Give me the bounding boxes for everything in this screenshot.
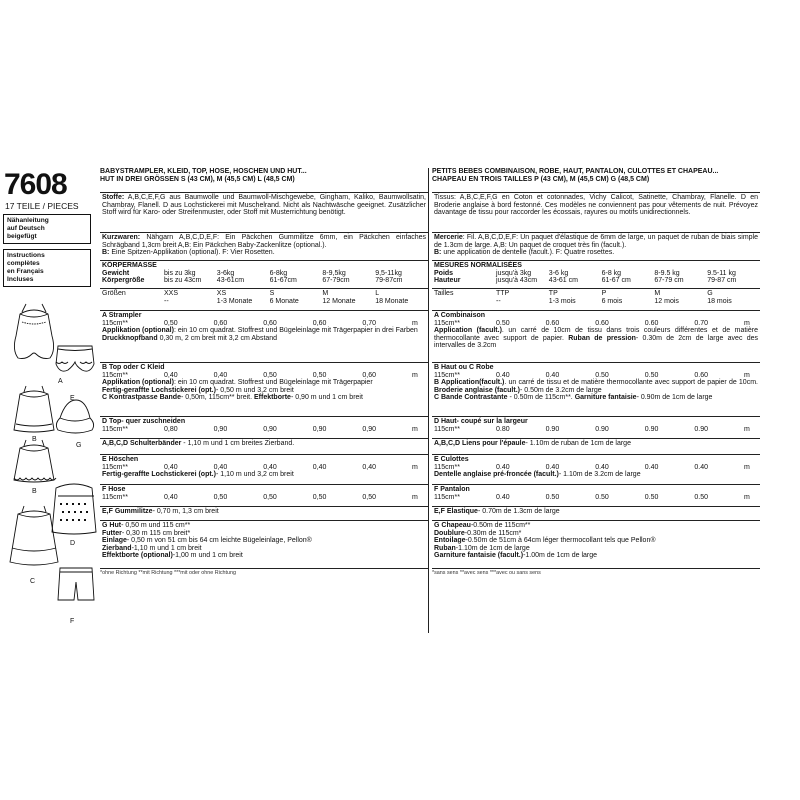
label: E,F Elastique <box>434 508 478 515</box>
text: : ein 10 cm quadrat. Stoffrest und Bügeleinlage mit Trägerpapier <box>173 379 373 387</box>
text: - 0,70 m, 1,3 cm breit <box>152 508 219 515</box>
cell: 0.60 <box>694 371 709 379</box>
cell: L <box>375 290 380 297</box>
cell: 0,40 <box>213 463 228 471</box>
cell: 0.40 <box>595 463 609 471</box>
view-e-section <box>100 454 428 484</box>
text: - 0.70m de 1.3cm de large <box>477 508 560 515</box>
view-title: A Strampler <box>102 312 142 319</box>
label: B Application(facult.) <box>434 379 505 387</box>
cell: 67-79 cm <box>654 277 684 285</box>
label: Application (facult.) <box>434 327 502 335</box>
cell: jusqu'à 3kg <box>496 269 532 277</box>
text: - 1,10 m und 1 cm breites Zierband. <box>181 440 295 447</box>
cell: 12 Monate <box>322 297 356 305</box>
cell: 0,60 <box>362 371 377 379</box>
text: Tissus: A,B,C,E,F,G en Coton et cotonnades, Vichy Calicot, Satinette, Chambray, Flanelle. D en Broderie anglaise à bord festonné. Ces modèles ne conviennent pas pour vêtements de nuit. Prévoyez davantage de tissu pour raccorder les écossais, rayures ou motifs unidirectionnels. <box>434 194 758 217</box>
label: Ruban de pression <box>568 334 636 342</box>
cell: 1-3 mois <box>548 297 576 305</box>
cell: 0,60 <box>312 319 327 327</box>
text: -1.00m de 1cm de large <box>523 552 598 560</box>
unit: m <box>743 371 750 379</box>
kurzwaren-section <box>100 232 428 260</box>
eyelet-top-view-d <box>52 484 96 534</box>
top-view-b-alt <box>14 440 56 482</box>
unit: m <box>411 425 418 433</box>
cell: 0.40 <box>545 371 560 379</box>
section-heading: KÖRPERMASSE <box>102 262 157 269</box>
unit: m <box>411 493 418 501</box>
fabric-width: 115cm** <box>102 425 128 433</box>
label: Applikation (optional) <box>102 327 174 335</box>
german-title <box>100 168 428 192</box>
romper-view-a <box>14 304 53 359</box>
cell: 0.90 <box>545 425 560 433</box>
text: : Fil. A,B,C,D,E,F: Un paquet d'élastique de 6mm de large, un paquet de ruban de biais simple de 1.3cm de large. A,B: Un paquet de croquet très fin (facult.). <box>434 234 758 249</box>
cell: 0.40 <box>496 371 510 379</box>
label: C Bande Contrastante <box>434 394 508 402</box>
cell: 6-8kg <box>269 269 288 277</box>
fabric-width: 115cm** <box>434 493 460 501</box>
cell: 8-9.5 kg <box>654 269 680 277</box>
view-g-section-fr <box>432 520 760 568</box>
cell: 79-87cm <box>375 277 403 285</box>
text: Nähgarn A,B,C,D,E,F: Ein Päckchen Gummilitze 6mm, ein Päckchen einfaches Schrägband 1,3cm breit A,B: Ein Päckchen Baby-Zackenlitze (optional.). <box>102 234 426 249</box>
view-label: D <box>70 540 76 547</box>
badge-line: Instructions <box>7 252 45 259</box>
view-a-section <box>100 310 428 362</box>
pattern-number: 7608 <box>4 168 67 201</box>
text: - 0,50 m von 51 cm bis 64 cm leichte Bügeleinlage, Pellon® <box>126 537 312 545</box>
view-f-section <box>100 484 428 506</box>
text: une application de dentelle (facult.). F: Quatre rosettes. <box>441 249 615 257</box>
cell: G <box>707 290 713 297</box>
cell: 0.80 <box>496 425 510 433</box>
view-label: G <box>76 442 82 449</box>
cell: 0.60 <box>595 319 609 327</box>
cell: 0.40 <box>496 463 510 471</box>
cell: 0,50 <box>213 493 228 501</box>
label: Futter <box>102 529 122 537</box>
cell: 0,90 <box>312 425 327 433</box>
label: Garniture fantaisie (facult.) <box>434 552 524 560</box>
label: Kurzwaren: <box>102 234 141 241</box>
cell: 0,70 <box>362 319 377 327</box>
cell: 0,40 <box>362 463 377 471</box>
label: A,B,C,D Schulterbänder <box>102 440 182 447</box>
german-instructions-badge <box>3 214 91 244</box>
fabric-width: 115cm** <box>102 371 128 379</box>
title-line: HUT IN DREI GRÖSSEN S (43 CM), M (45,5 CM) L (48,5 CM) <box>100 175 295 183</box>
unit: m <box>743 425 750 433</box>
cell: TTP <box>496 290 510 297</box>
sizes-row <box>100 288 428 310</box>
fabric-width: 115cm** <box>102 319 128 327</box>
cell: 61-67cm <box>269 277 297 285</box>
label: B: <box>102 249 110 257</box>
view-label: B <box>32 488 37 495</box>
fabric-width: 115cm** <box>102 463 128 471</box>
cell: XXS <box>164 290 179 297</box>
label: Garniture fantaisie <box>574 394 637 402</box>
cell: bis zu 3kg <box>164 269 196 277</box>
text: - 0.50m de 115cm**. <box>507 394 575 402</box>
text: . un carré de tissu et de matière thermocollante avec support de papier de 10cm. <box>504 379 758 387</box>
view-title: D Haut- coupé sur la largeur <box>434 418 528 425</box>
fabric-width: 115cm** <box>434 425 460 433</box>
cell: 0,40 <box>164 463 178 471</box>
cell: 0.50 <box>694 493 709 501</box>
label: Effektborte <box>253 394 291 402</box>
title-line: PETITS BEBES COMBINAISON, ROBE, HAUT, PANTALON, CULOTTES ET CHAPEAU... <box>432 168 719 175</box>
cell: 0,90 <box>263 425 277 433</box>
cell: 6-8 kg <box>601 269 622 277</box>
section-heading: MESURES NORMALISÉES <box>434 262 522 269</box>
cell: M <box>322 290 329 297</box>
cell: 0,80 <box>164 425 178 433</box>
label: Entoilage <box>434 537 466 545</box>
label: Doublure <box>434 529 465 537</box>
fabric-width: 115cm** <box>434 371 460 379</box>
cell: 3-6kg <box>216 269 235 277</box>
cell: bis zu 43cm <box>164 277 202 285</box>
view-d-section <box>100 416 428 438</box>
fabric-width: 115cm** <box>434 319 460 327</box>
label: E,F Gummilitze <box>102 508 153 515</box>
cell: 0.90 <box>595 425 609 433</box>
label: Effektborte (optional) <box>102 552 173 560</box>
cell: 0,50 <box>362 493 377 501</box>
label: Fertig-geraffte Lochstickerei (opt.) <box>102 471 216 479</box>
view-label: B <box>32 436 37 443</box>
badge-line: beigefügt <box>7 233 37 240</box>
text: 0,30 m, 2 cm breit mit 3,2 cm Abstand <box>157 334 278 342</box>
text: -1,00 m und 1 cm breit <box>172 552 243 560</box>
cell: 0.40 <box>496 493 510 501</box>
text: - 0,50 m und 115 cm** <box>121 522 191 529</box>
german-column <box>100 168 428 578</box>
french-instructions-badge <box>3 249 91 287</box>
text: -0.30m de 115cm* <box>464 529 522 537</box>
cell: 79-87 cm <box>707 277 737 285</box>
label: Ruban <box>434 544 456 552</box>
cell: 0,50 <box>263 371 277 379</box>
text: - 0,90 m und 1 cm breit <box>290 394 363 402</box>
stoffe-section <box>100 192 428 232</box>
body-measurements <box>100 260 428 288</box>
cell: -- <box>164 297 169 305</box>
cell: 0,60 <box>213 319 228 327</box>
badge-line: en Français <box>7 268 44 275</box>
badge-line: complètes <box>7 260 40 267</box>
pieces-count: 17 TEILE / PIECES <box>5 201 79 211</box>
label: B: <box>434 249 442 257</box>
view-title: A Combinaison <box>434 312 486 319</box>
cell: 6 mois <box>601 297 623 305</box>
cell: 0,40 <box>213 371 228 379</box>
cell: 0.50 <box>644 493 659 501</box>
cell: 0,90 <box>362 425 377 433</box>
text: Eine Spitzen-Applikation (optional). F: Vier Rosetten. <box>111 249 275 257</box>
text: -1,10 m und 1 cm breit <box>131 544 202 552</box>
cell: 0.40 <box>644 463 659 471</box>
view-a-section-fr <box>432 310 760 362</box>
text: - 1,10 m und 3,2 cm breit <box>215 471 294 479</box>
fabric-width: 115cm** <box>434 463 460 471</box>
view-title: B Top oder C Kleid <box>102 364 165 371</box>
label: C Kontrastpasse Bande <box>102 394 181 402</box>
cell: 0.90 <box>644 425 659 433</box>
cell: 0,50 <box>164 319 178 327</box>
view-b-section <box>100 362 428 416</box>
badge-line: Incluses <box>7 276 34 283</box>
text: - 0.90m de 1cm de large <box>636 394 713 402</box>
badge-line: auf Deutsch <box>7 225 45 232</box>
cell: jusqu'à 43cm <box>496 277 538 285</box>
shoulder-ties-section-fr <box>432 438 760 454</box>
cell: 0,40 <box>263 463 277 471</box>
unit: m <box>743 493 750 501</box>
text: - 1.10m de 3.2cm de large <box>558 471 641 479</box>
sizes-row-fr <box>432 288 760 310</box>
view-f-section-fr <box>432 484 760 506</box>
text: - 0.30m de 2cm de large avec des intervalles de 3.2cm <box>434 334 759 350</box>
cell: P <box>601 290 607 297</box>
view-e-section-fr <box>432 454 760 484</box>
cell: 61-67 cm <box>601 277 631 285</box>
cell: 12 mois <box>654 297 679 305</box>
french-title <box>432 168 760 192</box>
text: - 0,50m, 115cm** breit. <box>180 394 254 402</box>
label: A,B,C,D Liens pour l'épaule <box>434 440 526 447</box>
cell: M <box>654 290 661 297</box>
shorts-view-f <box>58 568 94 600</box>
cell: 0.50 <box>595 371 609 379</box>
label: Stoffe: <box>102 194 125 201</box>
cell: 0,40 <box>164 371 178 379</box>
unit: m <box>411 371 418 379</box>
cell: 9.5-11 kg <box>707 269 736 277</box>
view-title: E Culottes <box>434 456 469 463</box>
label: Tailles <box>434 290 454 297</box>
elastic-section <box>100 506 428 520</box>
french-column <box>432 168 760 578</box>
label: Poids <box>434 269 454 277</box>
text: - 0,50 m und 3,2 cm breit <box>215 386 294 394</box>
cell: 67-79cm <box>322 277 350 285</box>
cell: 18 Monate <box>375 297 409 305</box>
top-view-b <box>14 386 54 432</box>
cell: 8-9,5kg <box>322 269 346 277</box>
cell: XS <box>216 290 227 297</box>
text: -1.10m de 1cm de large <box>455 544 530 552</box>
direction-legend-fr: *sans sens **avec sens ***avec ou sans sens <box>432 568 760 578</box>
cell: 0.90 <box>694 425 709 433</box>
label: Zierband <box>102 544 132 552</box>
unit: m <box>743 319 750 327</box>
view-title: B Haut ou C Robe <box>434 364 494 371</box>
bloomers-view-e <box>56 346 94 371</box>
label: Dentelle anglaise pré-froncée (facult.) <box>434 471 559 479</box>
dress-view-c <box>10 506 58 565</box>
cell: 43-61cm <box>216 277 245 285</box>
cell: 0,50 <box>263 493 277 501</box>
cell: 43-61 cm <box>548 277 578 285</box>
cell: 0.50 <box>644 371 659 379</box>
body-measurements-fr <box>432 260 760 288</box>
view-label: E <box>70 395 75 402</box>
cell: 0,40 <box>164 493 178 501</box>
cell: S <box>269 290 275 297</box>
cell: 0.50 <box>496 319 510 327</box>
cell: -- <box>496 297 501 305</box>
view-title: F Pantalon <box>434 486 470 493</box>
cell: 18 mois <box>707 297 732 305</box>
unit: m <box>743 463 750 471</box>
cell: 0,50 <box>312 371 327 379</box>
cell: 0,90 <box>213 425 228 433</box>
text: - 0.50m de 3.2cm de large <box>519 386 602 394</box>
hat-view-g <box>56 400 93 433</box>
view-label: F <box>70 618 75 625</box>
unit: m <box>411 319 418 327</box>
text: - 1.10m de ruban de 1cm de large <box>525 440 631 447</box>
view-title: G Chapeau <box>434 522 471 529</box>
unit: m <box>411 463 418 471</box>
label: Broderie anglaise (facult.) <box>434 386 520 394</box>
title-line: CHAPEAU EN TROIS TAILLES P (43 CM), M (45,5 CM) G (48,5 CM) <box>432 175 650 183</box>
cell: TP <box>548 290 558 297</box>
view-b-section-fr <box>432 362 760 416</box>
label: Fertig-geraffte Lochstickerei (opt.) <box>102 386 216 394</box>
cell: 0.50 <box>545 493 560 501</box>
mercerie-section <box>432 232 760 260</box>
cell: 0.70 <box>694 319 709 327</box>
tissus-section <box>432 192 760 232</box>
cell: 0.40 <box>545 463 560 471</box>
cell: 0.60 <box>545 319 560 327</box>
view-g-section <box>100 520 428 568</box>
cell: 0.60 <box>644 319 659 327</box>
text: A,B,C,E,F,G aus Baumwolle und Baumwoll-Mischgewebe, Gingham, Kaliko, Baumwollsatin, Chambray, Flanell. D aus Lochstickerei mit Muschelrand. Nicht als Nachtwäsche geeignet. Zusätzlicher Stoff wird für Karo- oder Streifenmuster, oder Stoff mit Musterrichtung benötigt. <box>102 194 426 217</box>
text: -0.50m de 115cm** <box>470 522 531 529</box>
cell: 0.50 <box>595 493 609 501</box>
text: - 0,30 m 115 cm breit* <box>121 529 191 537</box>
label: Größen <box>102 290 126 297</box>
label: Applikation (optional) <box>102 379 174 387</box>
badge-line: Nähanleitung <box>7 217 49 224</box>
view-label: A <box>58 378 63 385</box>
view-title: E Höschen <box>102 456 139 463</box>
view-label: C <box>30 578 36 585</box>
fabric-width: 115cm** <box>102 493 128 501</box>
label: Körpergröße <box>102 277 145 285</box>
text: : ein 10 cm quadrat. Stoffrest und Bügeleinlage mit Trägerpapier in drei Farben <box>173 327 418 335</box>
label: Druckknopfband <box>102 334 158 342</box>
label: Einlage <box>102 537 127 545</box>
cell: 3-6 kg <box>548 269 569 277</box>
shoulder-ties-section <box>100 438 428 454</box>
cell: 0,60 <box>263 319 277 327</box>
elastic-section-fr <box>432 506 760 520</box>
text: -0.50m de 51cm à 64cm léger thermocollant tels que Pellon® <box>465 537 656 545</box>
text: . un carré de 10cm de tissu dans trois couleurs différentes et de matière thermocollante avec support de papier. <box>434 327 758 342</box>
label: Hauteur <box>434 277 461 285</box>
cell: 1-3 Monate <box>216 297 253 305</box>
view-title: F Hose <box>102 486 126 493</box>
cell: 0.40 <box>694 463 709 471</box>
view-d-section-fr <box>432 416 760 438</box>
label: Gewicht <box>102 269 130 277</box>
garment-illustrations <box>0 300 100 630</box>
direction-legend: *ohne Richtung **mit Richtung ***mit oder ohne Richtung <box>100 568 428 578</box>
cell: 9,5-11kg <box>375 269 402 277</box>
title-line: BABYSTRAMPLER, KLEID, TOP, HOSE, HÖSCHEN UND HUT... <box>100 168 307 175</box>
view-title: D Top- quer zuschneiden <box>102 418 186 425</box>
label: Mercerie <box>434 234 463 241</box>
cell: 0,40 <box>312 463 327 471</box>
cell: 0,50 <box>312 493 327 501</box>
cell: 6 Monate <box>269 297 299 305</box>
view-title: G Hut <box>102 522 122 529</box>
column-divider <box>428 168 429 633</box>
